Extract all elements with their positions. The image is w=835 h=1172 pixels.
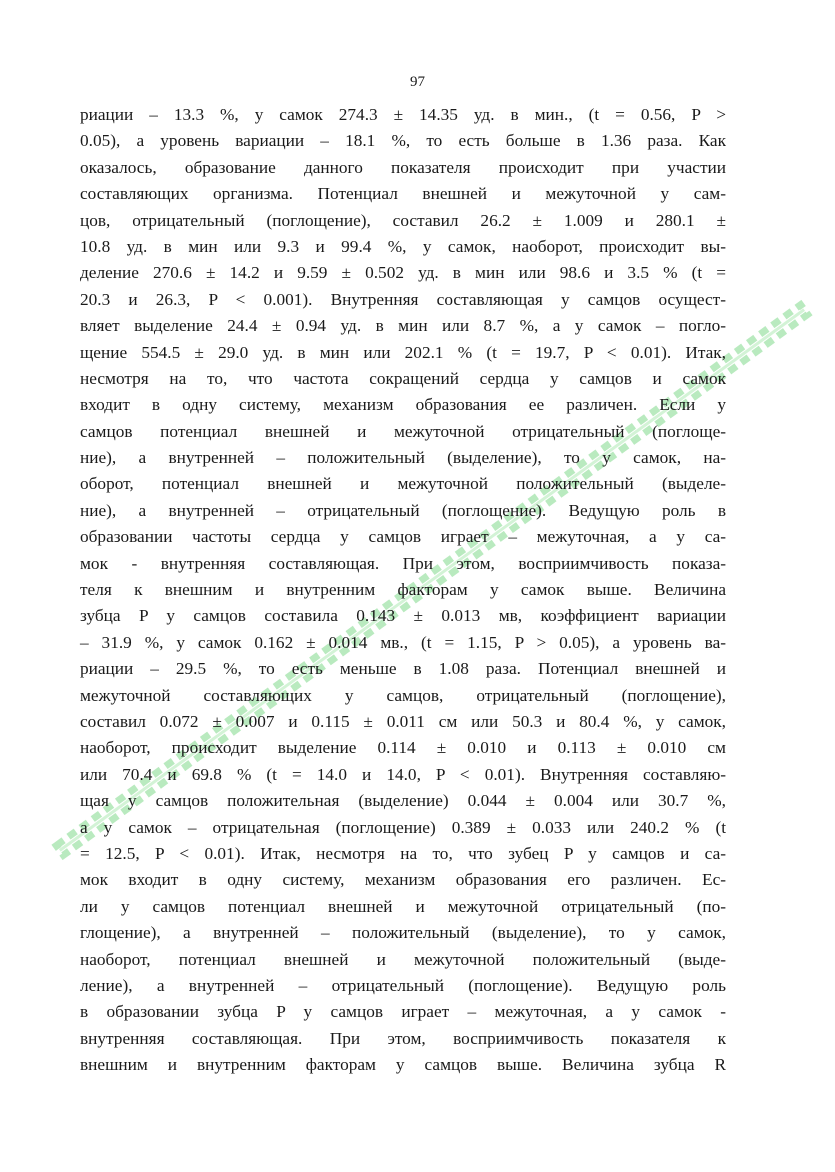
text-line: самцов потенциал внешней и межуточной отрицательный (поглоще- [80,421,726,441]
text-line: внутренняя составляющая. При этом, восприимчивость показателя к [80,1028,726,1048]
body-text [80,102,726,1078]
text-line: наоборот, происходит выделение 0.114 ± 0.010 и 0.113 ± 0.010 см [80,738,726,758]
text-line: наоборот, потенциал внешней и межуточной положительный (выде- [80,949,726,969]
text-line: 0.05), а уровень вариации – 18.1 %, то есть больше в 1.36 раза. Как [80,131,726,151]
text-line: ние), а внутренней – отрицательный (поглощение). Ведущую роль в [80,500,726,520]
text-line: а у самок – отрицательная (поглощение) 0.389 ± 0.033 или 240.2 % (t [80,817,726,837]
text-line: – 31.9 %, у самок 0.162 ± 0.014 мв., (t = 1.15, P > 0.05), а уровень ва- [80,632,726,652]
text-line: межуточной составляющих у самцов, отрицательный (поглощение), [80,685,726,705]
text-line: входит в одну систему, механизм образования ее различен. Если у [80,395,726,415]
text-line: внешним и внутренним факторам у самцов выше. Величина зубца R [80,1055,726,1075]
text-line: оказалось, образование данного показателя происходит при участии [80,157,726,177]
text-line: теля к внешним и внутренним факторам у самок выше. Величина [80,580,726,600]
text-line: деление 270.6 ± 14.2 и 9.59 ± 0.502 уд. в мин или 98.6 и 3.5 % (t = [80,263,726,283]
text-line: 20.3 и 26.3, P < 0.001). Внутренняя составляющая у самцов осущест- [80,289,726,309]
text-line: щая у самцов положительная (выделение) 0.044 ± 0.004 или 30.7 %, [80,791,726,811]
text-line: мок входит в одну систему, механизм образования его различен. Ес- [80,870,726,890]
text-line: вляет выделение 24.4 ± 0.94 уд. в мин или 8.7 %, а у самок – погло- [80,316,726,336]
text-line: образовании частоты сердца у самцов играет – межуточная, а у са- [80,527,726,547]
text-line: щение 554.5 ± 29.0 уд. в мин или 202.1 % (t = 19.7, P < 0.01). Итак, [80,342,726,362]
text-line: составляющих организма. Потенциал внешней и межуточной у сам- [80,184,726,204]
text-line: или 70.4 и 69.8 % (t = 14.0 и 14.0, P < 0.01). Внутренняя составляю- [80,764,726,784]
text-line: несмотря на то, что частота сокращений сердца у самцов и самок [80,368,726,388]
text-line: цов, отрицательный (поглощение), составил 26.2 ± 1.009 и 280.1 ± [80,210,726,230]
text-line: риации – 13.3 %, у самок 274.3 ± 14.35 уд. в мин., (t = 0.56, P > [80,105,726,124]
text-line: ние), а внутренней – положительный (выделение), то у самок, на- [80,448,726,468]
text-line: зубца P у самцов составила 0.143 ± 0.013 мв, коэффициент вариации [80,606,726,626]
text-line: мок - внутренняя составляющая. При этом, восприимчивость показа- [80,553,726,573]
text-line: = 12.5, P < 0.01). Итак, несмотря на то, что зубец P у самцов и са- [80,843,726,863]
page-number: 97 [410,74,425,90]
text-line: оборот, потенциал внешней и межуточной положительный (выделе- [80,474,726,494]
text-line: риации – 29.5 %, то есть меньше в 1.08 раза. Потенциал внешней и [80,659,726,679]
text-line: 10.8 уд. в мин или 9.3 и 99.4 %, у самок, наоборот, происходит вы- [80,236,726,256]
text-line: в образовании зубца P у самцов играет – межуточная, а у самок - [80,1002,726,1022]
text-line: глощение), а внутренней – положительный (выделение), то у самок, [80,923,726,943]
text-line: ление), а внутренней – отрицательный (поглощение). Ведущую роль [80,975,726,995]
text-line: ли у самцов потенциал внешней и межуточной отрицательный (по- [80,896,726,916]
text-line: составил 0.072 ± 0.007 и 0.115 ± 0.011 см или 50.3 и 80.4 %, у самок, [80,711,726,731]
